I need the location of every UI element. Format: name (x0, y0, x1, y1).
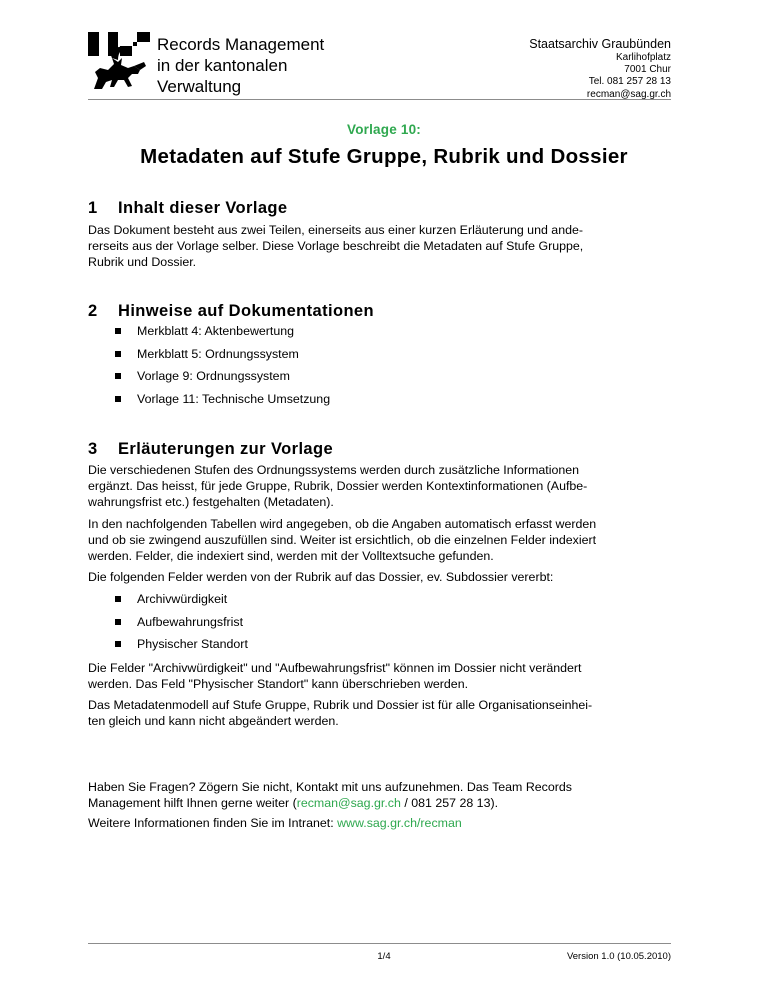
text-line: Die folgenden Felder werden von der Rubrik auf das Dossier, ev. Subdossier vererbt: (88, 570, 554, 584)
section-paragraph (88, 697, 688, 729)
address-phone: Tel. 081 257 28 13 (588, 76, 671, 88)
section-title: Hinweise auf Dokumentationen (118, 302, 374, 320)
text-line (88, 815, 688, 831)
list-item-label: Merkblatt 4: Aktenbewertung (137, 324, 295, 338)
section-paragraph (88, 462, 688, 510)
org-title-line: in der kantonalen (157, 56, 288, 75)
list-item-label: Vorlage 11: Technische Umsetzung (137, 391, 331, 406)
address-city: 7001 Chur (624, 64, 671, 76)
bullet-icon (115, 328, 121, 334)
version-label: Version 1.0 (10.05.2010) (566, 951, 671, 962)
text-line: wahrungsfrist etc.) festgehalten (Metadaten). (88, 495, 334, 509)
text-line: rerseits aus der Vorlage selber. Diese Vorlage beschreibt die Metadaten auf Stufe Gruppe, (88, 239, 584, 253)
address-email-link[interactable]: recman@sag.gr.ch (586, 88, 671, 100)
section-title: Inhalt dieser Vorlage (118, 199, 288, 217)
text-line: Das Dokument besteht aus zwei Teilen, einerseits aus einer kurzen Erläuterung und ande- (88, 223, 583, 237)
page-title: Metadaten auf Stufe Gruppe, Rubrik und Dossier (140, 145, 628, 168)
text-line: In den nachfolgenden Tabellen wird angegeben, ob die Angaben automatisch erfasst werden (88, 517, 597, 531)
org-title-line: Records Management (157, 35, 325, 54)
header-divider (88, 99, 671, 100)
intranet-link[interactable]: www.sag.gr.ch/recman (337, 816, 462, 830)
intranet-paragraph (88, 815, 688, 831)
text-line: ten gleich und kann nicht abgeändert werden. (88, 714, 339, 728)
list-item (88, 591, 248, 614)
text-line: Rubrik und Dossier. (88, 255, 197, 269)
page-number: 1/4 (377, 951, 391, 962)
footer-divider (88, 943, 671, 944)
inherited-fields-list (88, 591, 248, 659)
text-fragment: / 081 257 28 13). (400, 796, 499, 810)
list-item (88, 614, 248, 637)
section-number: 3 (88, 440, 98, 458)
text-line: und ob sie zwingend auszufüllen sind. Weiter ist ersichtlich, ob die einzelnen Felder indexiert (88, 533, 597, 547)
section-title: Erläuterungen zur Vorlage (118, 440, 334, 458)
graubuenden-coat-of-arms-icon (88, 32, 150, 92)
text-line: Die verschiedenen Stufen des Ordnungssystems werden durch zusätzliche Informationen (88, 463, 580, 477)
section-paragraph (88, 222, 688, 270)
list-item-label: Physischer Standort (137, 637, 248, 651)
section-paragraph (88, 516, 688, 564)
list-item (88, 636, 248, 659)
list-item-label: Archivwürdigkeit (137, 592, 228, 606)
list-item (88, 368, 330, 391)
bullet-icon (115, 351, 121, 357)
org-title-line: Verwaltung (157, 77, 242, 96)
list-item (88, 391, 330, 414)
section-number: 2 (88, 302, 98, 320)
contact-paragraph (88, 779, 688, 811)
text-line: Haben Sie Fragen? Zögern Sie nicht, Kontakt mit uns aufzunehmen. Das Team Records (88, 780, 572, 794)
list-item (88, 346, 330, 369)
org-title (157, 34, 324, 97)
text-line: werden. Das Feld "Physischer Standort" kann überschrieben werden. (88, 677, 469, 691)
section-heading (88, 302, 374, 321)
bullet-icon (115, 619, 121, 625)
list-item (88, 323, 330, 346)
text-fragment: Weitere Informationen finden Sie im Intranet: (88, 816, 338, 830)
archive-address-block (529, 36, 671, 101)
archive-name: Staatsarchiv Graubünden (529, 37, 671, 51)
address-street: Karlihofplatz (615, 52, 671, 63)
bullet-icon (115, 596, 121, 602)
bullet-icon (115, 396, 121, 402)
section-paragraph (88, 569, 688, 585)
template-label: Vorlage 10: (347, 122, 421, 137)
text-line (88, 795, 688, 811)
contact-email-link[interactable]: recman@sag.gr.ch (296, 796, 401, 810)
section-heading (88, 199, 287, 218)
section-number: 1 (88, 199, 98, 217)
section-heading (88, 440, 333, 459)
bullet-icon (115, 373, 121, 379)
list-item-label: Vorlage 9: Ordnungssystem (137, 369, 290, 383)
text-line: werden. Felder, die indexiert sind, werden mit der Volltextsuche gefunden. (88, 549, 494, 563)
text-line: Das Metadatenmodell auf Stufe Gruppe, Rubrik und Dossier ist für alle Organisationseinhei- (88, 698, 593, 712)
documentation-list (88, 323, 330, 413)
text-fragment: Management hilft Ihnen gerne weiter ( (88, 796, 297, 810)
text-line: ergänzt. Das heisst, für jede Gruppe, Rubrik, Dossier werden Kontextinformationen (Aufbe- (88, 479, 588, 493)
bullet-icon (115, 641, 121, 647)
list-item-label: Merkblatt 5: Ordnungssystem (137, 346, 299, 361)
text-line: Die Felder "Archivwürdigkeit" und "Aufbewahrungsfrist" können im Dossier nicht verändert (88, 661, 582, 675)
section-paragraph (88, 660, 688, 692)
list-item-label: Aufbewahrungsfrist (137, 614, 244, 629)
